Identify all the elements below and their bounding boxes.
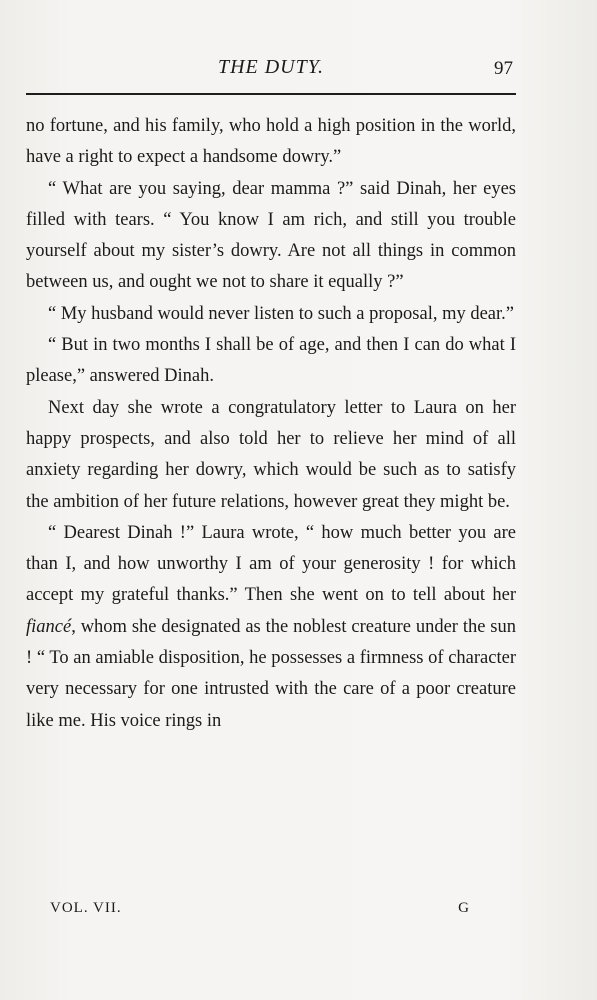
paragraph-3: “ My husband would never listen to such a proposal, my dear.” [48, 303, 514, 324]
volume-label: VOL. VII. [50, 900, 122, 916]
fiance-word: fiancé [26, 616, 72, 637]
body-text [26, 111, 516, 737]
page-footer [50, 900, 470, 922]
paragraph-1: no fortune, and his family, who hold a high position in the world, have a right to expect a handsome dowry.” [26, 116, 516, 168]
paragraph-6-part-2: , whom she designated as the noblest creature under the sun ! “ To an amiable disposition, he possesses a firmness of character very necessary for one intrusted with the care of a poor creature like me. His voice rings in [26, 616, 516, 731]
paragraph-2: “ What are you saying, dear mamma ?” said Dinah, her eyes filled with tears. “ You know I am rich, and still you trouble yourself about my sister’s dowry. Are not all things in common between us, and ought we not to share it equally ?” [26, 178, 516, 293]
header-rule [26, 93, 516, 95]
paragraph-6 [26, 518, 516, 737]
paragraph-5: Next day she wrote a congratulatory letter to Laura on her happy prospects, and also told her to relieve her mind of all anxiety regarding her dowry, which would be such as to satisfy the ambition of her future relations, however great they might be. [26, 397, 516, 512]
page-header [26, 54, 516, 90]
page-number: 97 [494, 58, 513, 79]
running-title: THE DUTY. [217, 56, 325, 78]
paragraph-6-part-1: “ Dearest Dinah !” Laura wrote, “ how much better you are than I, and how unworthy I am of your generosity ! for which accept my grateful thanks.” Then she went on to tell about her [26, 522, 516, 606]
paragraph-4: “ But in two months I shall be of age, and then I can do what I please,” answered Dinah. [26, 335, 516, 387]
signature-mark: G [458, 900, 470, 916]
